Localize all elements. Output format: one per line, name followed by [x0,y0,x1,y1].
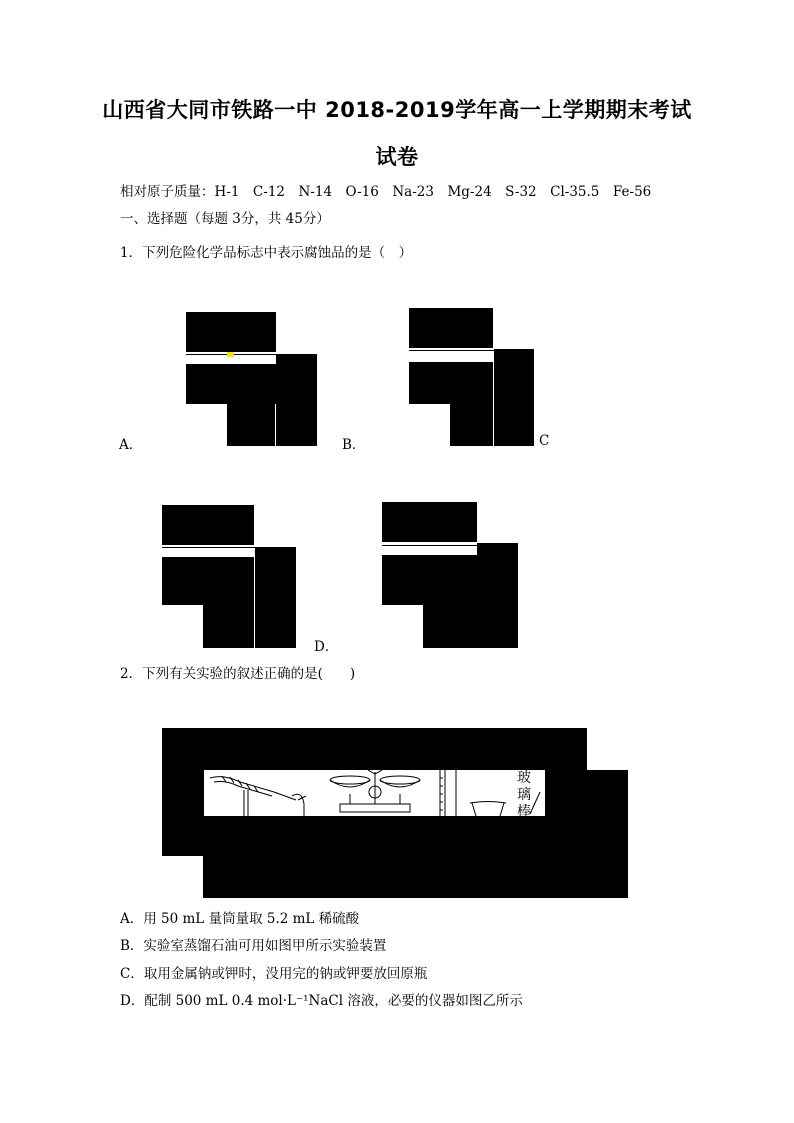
q1-label-d: D． [314,639,339,655]
q2-option-c: C．取用金属钠或钾时，没用完的钠或钾要放回原瓶 [120,966,428,982]
glass-rod-label-char: 棒 [517,804,531,820]
balance-scale-drawing [330,770,420,812]
q2-option-b: B．实验室蒸馏石油可用如图甲所示实验装置 [120,938,387,954]
q2-option-a: A．用 50 mL 量筒量取 5.2 mL 稀硫酸 [120,911,360,927]
atomic-mass-line: 相对原子质量：H-1 C-12 N-14 O-16 Na-23 Mg-24 S-32 Cl-35.5 Fe-56 [120,184,652,200]
q2-option-d: D．配制 500 mL 0.4 mol·L⁻¹NaCl 溶液，必要的仪器如图乙所示 [120,993,523,1009]
glass-rod-drawing [530,792,540,814]
q1-label-b: B． [342,437,366,453]
cylinder-drawing [440,770,456,816]
question-1-stem: 1．下列危险化学品标志中表示腐蚀品的是（ ） [120,245,413,261]
glass-rod-label [517,770,531,821]
condenser-drawing [210,776,306,816]
highlight-mark [227,352,234,357]
apparatus-strip [204,770,545,816]
question-2-stem: 2．下列有关实验的叙述正确的是( ) [120,666,356,682]
q1-label-a: A． [119,437,143,453]
section-heading: 一、选择题（每题 3分，共 45分） [120,211,330,227]
page-title: 山西省大同市铁路一中 2018-2019学年高一上学期期末考试 [102,98,692,122]
beaker-drawing [470,802,506,817]
q1-label-c: C [539,433,550,449]
page-title-line2: 试卷 [375,145,419,169]
glass-rod-label-char: 玻 [517,770,531,786]
glass-rod-label-char: 璃 [517,787,531,803]
